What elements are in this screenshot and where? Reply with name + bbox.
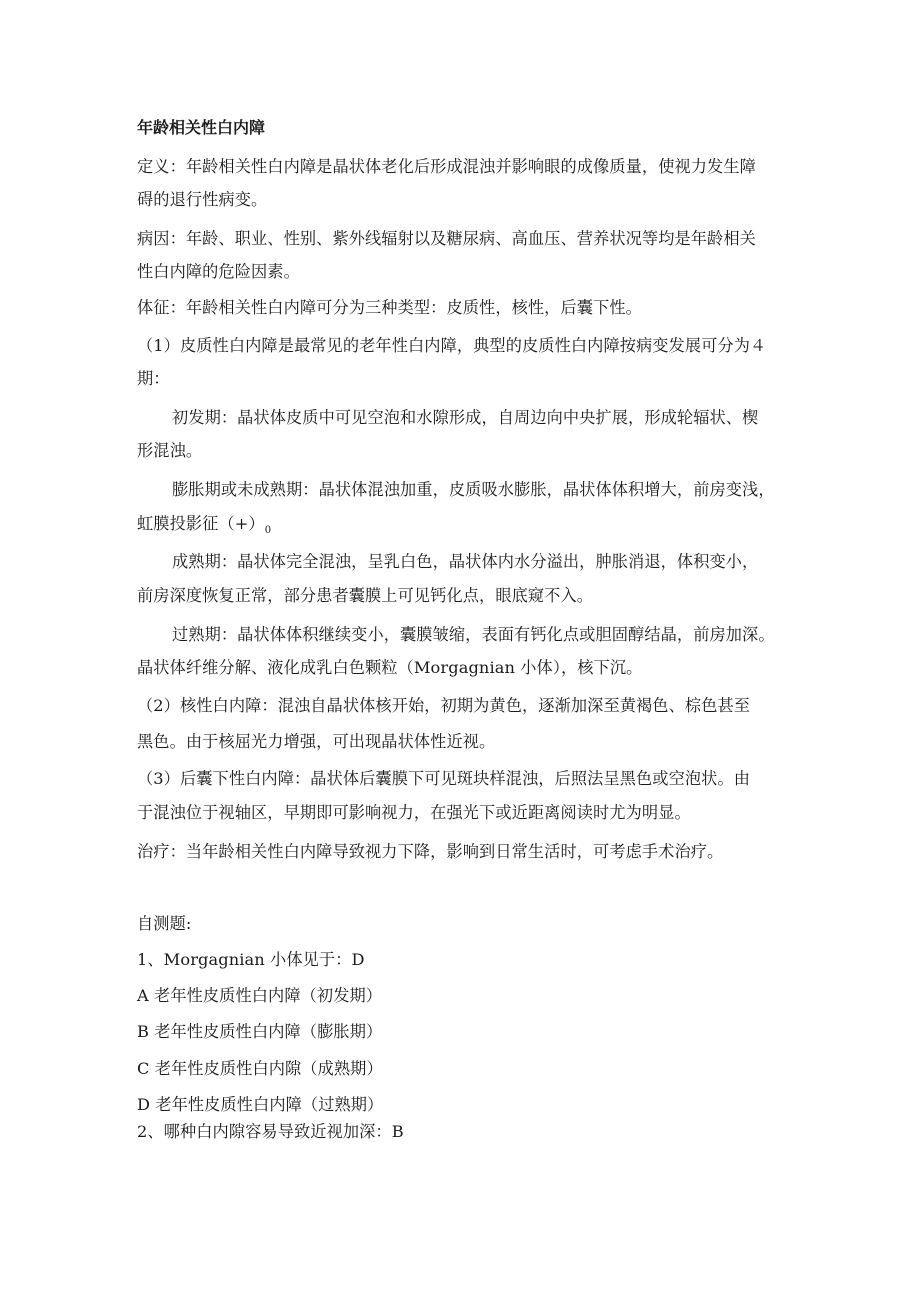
posterior-line-1: （3）后囊下性白内障：晶状体后囊膜下可见斑块样混浊，后照法呈黑色或空泡状。由 <box>137 769 751 788</box>
stage-hypermature-line-2: 晶状体纤维分解、液化成乳白色颗粒（Morgagnian 小体），核下沉。 <box>137 658 643 677</box>
stage-intumescent-line-2 <box>137 513 271 542</box>
cortical-line-1: （1）皮质性白内障是最常见的老年性白内障，典型的皮质性白内障按病变发展可分为４ <box>137 336 767 355</box>
quiz-q1-option-b: B 老年性皮质性白内障（膨胀期） <box>137 1022 383 1041</box>
quiz-question-1: 1、Morgagnian 小体见于：D <box>137 950 365 969</box>
stage-hypermature-line-1: 过熟期：晶状体体积继续变小，囊膜皱缩，表面有钙化点或胆固醇结晶，前房加深。 <box>172 625 775 644</box>
stage-mature-line-2: 前房深度恢复正常，部分患者囊膜上可见钙化点，眼底窥不入。 <box>137 586 594 605</box>
signs-line-1: 体征：年龄相关性白内障可分为三种类型：皮质性，核性，后囊下性。 <box>137 298 642 317</box>
treatment-line-1: 治疗：当年龄相关性白内障导致视力下降，影响到日常生活时，可考虑手术治疗。 <box>137 842 724 861</box>
quiz-q1-option-c: C 老年性皮质性白内隙（成熟期） <box>137 1059 383 1078</box>
definition-line-1: 定义：年龄相关性白内障是晶状体老化后形成混浊并影响眼的成像质量，使视力发生障 <box>137 157 756 176</box>
stage-intumescent-line-1: 膨胀期或未成熟期：晶状体混浊加重，皮质吸水膨胀，晶状体体积增大，前房变浅， <box>172 480 775 499</box>
quiz-q1-option-a: A 老年性皮质性白内障（初发期） <box>137 986 383 1005</box>
cortical-line-2: 期： <box>137 369 170 388</box>
stage-intumescent-subscript: 0 <box>264 525 272 536</box>
definition-line-2: 碍的退行性病变。 <box>137 190 268 209</box>
posterior-line-2: 于混浊位于视轴区，早期即可影响视力，在强光下或近距离阅读时尤为明显。 <box>137 803 691 822</box>
page-title: 年龄相关性白内障 <box>137 118 266 137</box>
nuclear-line-1: （2）核性白内障：混浊自晶状体核开始，初期为黄色，逐渐加深至黄褐色、棕色甚至 <box>137 696 751 715</box>
quiz-question-2: 2、哪种白内隙容易导致近视加深：B <box>137 1122 404 1141</box>
stage-mature-line-1: 成熟期：晶状体完全混浊，呈乳白色，晶状体内水分溢出，肿胀消退，体积变小， <box>172 552 759 571</box>
stage-initial-line-2: 形混浊。 <box>137 441 203 460</box>
quiz-q1-option-d: D 老年性皮质性白内障（过熟期） <box>137 1095 384 1114</box>
nuclear-line-2: 黑色。由于核屈光力增强，可出现晶状体性近视。 <box>137 732 496 751</box>
etiology-line-2: 性白内障的危险因素。 <box>137 262 300 281</box>
quiz-heading: 自测题: <box>137 914 192 933</box>
stage-initial-line-1: 初发期：晶状体皮质中可见空泡和水隙形成，自周边向中央扩展，形成轮辐状、楔 <box>172 408 759 427</box>
etiology-line-1: 病因：年龄、职业、性别、紫外线辐射以及糖尿病、高血压、营养状况等均是年龄相关 <box>137 229 756 248</box>
stage-intumescent-text: 虹膜投影征（+） <box>137 514 265 533</box>
